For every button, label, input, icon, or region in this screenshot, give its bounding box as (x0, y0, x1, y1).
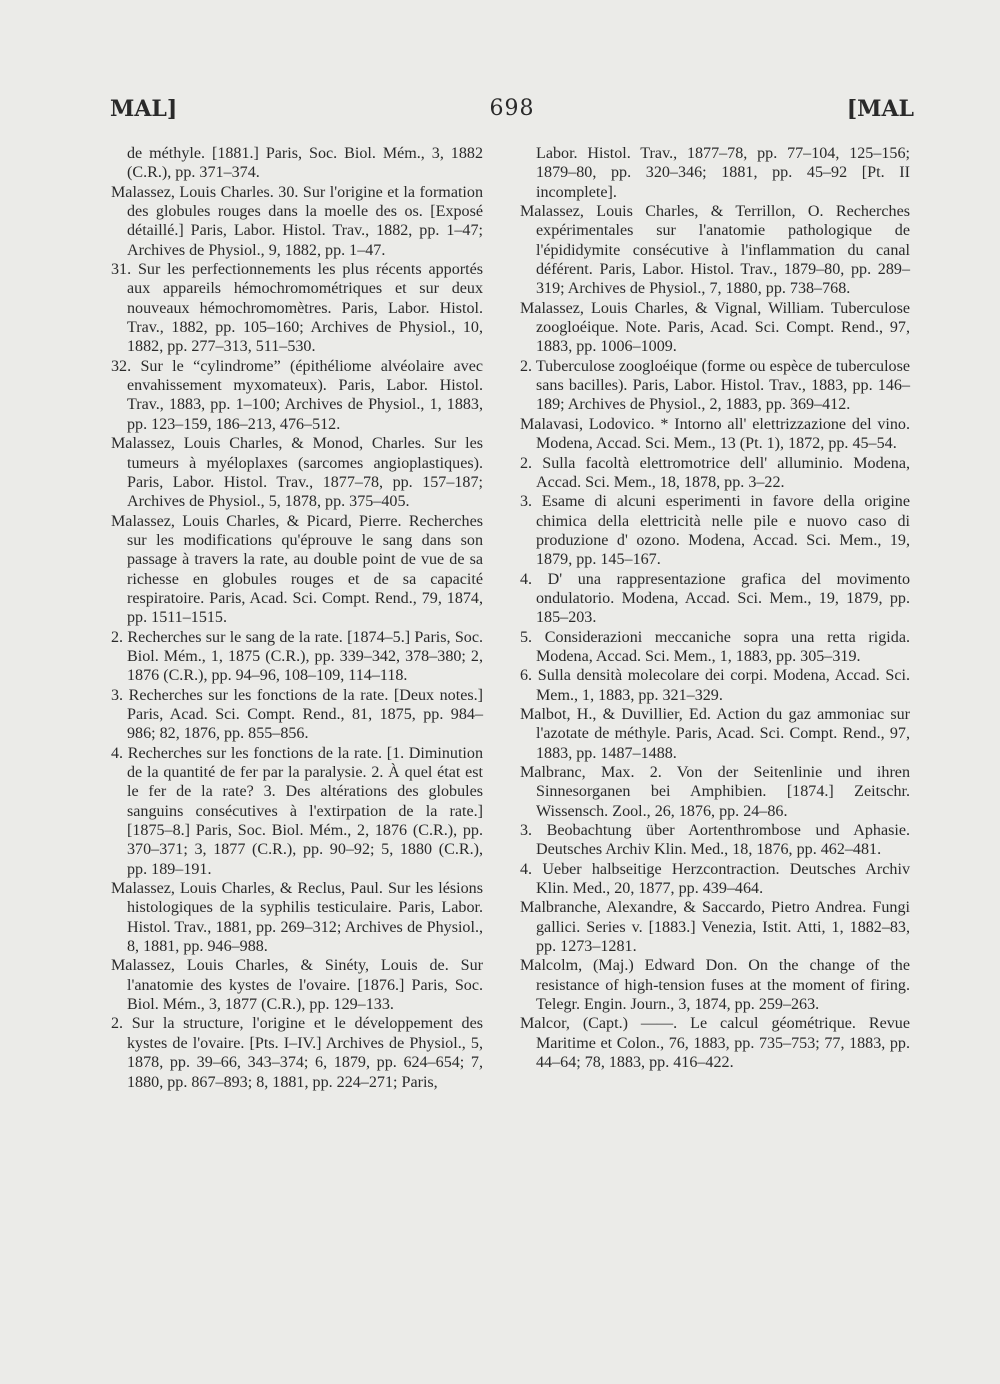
bibliography-entry: 6. Sulla densità molecolare dei corpi. Modena, Accad. Sci. Mem., 1, 1883, pp. 321–329. (520, 667, 910, 704)
bibliography-entry: Malassez, Louis Charles. 30. Sur l'origine et la formation des globules rouges dans la moelle des os. [Exposé détaillé.] Paris, Labor. Histol. Trav., 1882, pp. 1–47; Archives de Physiol., 9, 1882, pp. 1–47. (111, 183, 483, 259)
bibliography-entry: 32. Sur le “cylindrome” (épithéliome alvéolaire avec envahissement myxomateux). Paris, Labor. Histol. Trav., 1883, pp. 1–100; Archives de Physiol., 1, 1883, pp. 123–159, 186–213, 476–512. (111, 357, 483, 433)
bibliography-entry: Malbranc, Max. 2. Von der Seitenlinie und ihren Sinnesorganen bei Amphibien. [1874.] Zeitschr. Wissensch. Zool., 26, 1876, pp. 24–86. (520, 764, 910, 820)
bibliography-entry: Malcolm, (Maj.) Edward Don. On the change of the resistance of high-tension fuses at the moment of firing. Telegr. Engin. Journ., 3, 1874, pp. 259–263. (520, 957, 910, 1014)
bibliography-entry: 4. D' una rappresentazione grafica del movimento ondulatorio. Modena, Accad. Sci. Mem., 19, 1879, pp. 185–203. (520, 570, 910, 627)
bibliography-entry: 2. Sulla facoltà elettromotrice dell' alluminio. Modena, Accad. Sci. Mem., 18, 1878, pp. 3–22. (520, 454, 910, 491)
bibliography-entry: 4. Recherches sur les fonctions de la rate. [1. Diminution de la quantité de fer par la paralysie. 2. À quel état est le fer de la rate? 3. Des altérations des globules sanguins consécutives à l'extirpation de la rate.] [1875–8.] Paris, Soc. Biol. Mém., 2, 1876 (C.R.), pp. 370–371; 3, 1877 (C.R.), pp. 90–92; 5, 1880 (C.R.), pp. 189–191. (111, 744, 483, 878)
left-column (111, 144, 483, 1092)
bibliography-entry: Malassez, Louis Charles, & Reclus, Paul. Sur les lésions histologiques de la syphilis testiculaire. Paris, Labor. Histol. Trav., 1881, pp. 269–312; Archives de Physiol., 8, 1881, pp. 946–988. (111, 880, 483, 956)
bibliography-entry: Malassez, Louis Charles, & Picard, Pierre. Recherches sur les modifications qu'éprouve le sang dans son passage à travers la rate, au double point de vue de sa richesse en globules rouges et de sa capacité respiratoire. Paris, Acad. Sci. Compt. Rend., 79, 1874, pp. 1511–1515. (111, 512, 483, 627)
bibliography-entry: Malassez, Louis Charles, & Sinéty, Louis de. Sur l'anatomie des kystes de l'ovaire. [1876.] Paris, Soc. Biol. Mém., 3, 1877 (C.R.), pp. 129–133. (111, 957, 483, 1014)
bibliography-entry: 3. Beobachtung über Aortenthrombose und Aphasie. Deutsches Archiv Klin. Med., 18, 1876, pp. 462–481. (520, 822, 910, 859)
header-left: MAL] (110, 96, 178, 122)
bibliography-entry: 2. Sur la structure, l'origine et le développement des kystes de l'ovaire. [Pts. I–IV.] Archives de Physiol., 5, 1878, pp. 39–66, 343–374; 6, 1879, pp. 624–654; 7, 1880, pp. 867–893; 8, 1881, pp. 224–271; Paris, (111, 1015, 483, 1091)
bibliography-entry: Malassez, Louis Charles, & Vignal, William. Tuberculose zoogloéique. Note. Paris, Acad. Sci. Compt. Rend., 97, 1883, pp. 1006–1009. (520, 299, 910, 356)
bibliography-entry: Malassez, Louis Charles, & Monod, Charles. Sur les tumeurs à myéloplaxes (sarcomes angioplastiques). Paris, Labor. Histol. Trav., 1877–78, pp. 157–187; Archives de Physiol., 5, 1878, pp. 375–405. (111, 435, 483, 511)
bibliography-entry: 5. Considerazioni meccaniche sopra una retta rigida. Modena, Accad. Sci. Mem., 1, 1883, pp. 305–319. (520, 628, 910, 665)
page-number: 698 (489, 96, 535, 121)
bibliography-entry: Malcor, (Capt.) ——. Le calcul géométrique. Revue Maritime et Colon., 76, 1883, pp. 735–753; 77, 1883, pp. 44–64; 78, 1883, pp. 416–422. (520, 1015, 910, 1072)
header-right: [MAL (846, 96, 914, 122)
entry-continuation: Labor. Histol. Trav., 1877–78, pp. 77–104, 125–156; 1879–80, pp. 320–346; 1881, pp. 45–92 [Pt. II incomplete]. (536, 145, 910, 201)
right-column (520, 144, 910, 1073)
bibliography-entry: Malbranche, Alexandre, & Saccardo, Pietro Andrea. Fungi gallici. Series v. [1883.] Venezia, Istit. Atti, 1, 1882–83, pp. 1273–1281. (520, 899, 910, 956)
bibliography-entry: 31. Sur les perfectionnements les plus récents apportés aux appareils hémochromométriques et sur deux nouveaux hémochromomètres. Paris, Labor. Histol. Trav., 1882, pp. 105–160; Archives de Physiol., 10, 1882, pp. 277–313, 511–530. (111, 261, 483, 356)
bibliography-entry: 3. Esame di alcuni esperimenti in favore della origine chimica della elettricità nelle pile e nuovo caso di produzione d' ozono. Modena, Accad. Sci. Mem., 19, 1879, pp. 145–167. (520, 493, 910, 569)
bibliography-entry: 2. Tuberculose zoogloéique (forme ou espèce de tuberculose sans bacilles). Paris, Labor. Histol. Trav., 1883, pp. 146–189; Archives de Physiol., 2, 1883, pp. 369–412. (520, 357, 910, 414)
bibliography-entry: 2. Recherches sur le sang de la rate. [1874–5.] Paris, Soc. Biol. Mém., 1, 1875 (C.R.), pp. 339–342, 378–380; 2, 1876 (C.R.), pp. 94–96, 108–109, 114–118. (111, 628, 483, 685)
running-header (110, 96, 914, 130)
bibliography-entry: 4. Ueber halbseitige Herzcontraction. Deutsches Archiv Klin. Med., 20, 1877, pp. 439–464. (520, 860, 910, 898)
bibliography-entry: Malassez, Louis Charles, & Terrillon, O. Recherches expérimentales sur l'anatomie pathologique de l'épididymite consécutive à l'inflammation du canal déférent. Paris, Labor. Histol. Trav., 1879–80, pp. 289–319; Archives de Physiol., 7, 1880, pp. 738–768. (520, 203, 910, 298)
entry-continuation: de méthyle. [1881.] Paris, Soc. Biol. Mém., 3, 1882 (C.R.), pp. 371–374. (127, 145, 483, 182)
bibliography-entry: Malbot, H., & Duvillier, Ed. Action du gaz ammoniac sur l'azotate de méthyle. Paris, Acad. Sci. Compt. Rend., 97, 1883, pp. 1487–1488. (520, 705, 910, 762)
bibliography-entry: 3. Recherches sur les fonctions de la rate. [Deux notes.] Paris, Acad. Sci. Compt. Rend., 81, 1875, pp. 984–986; 82, 1876, pp. 855–856. (111, 686, 483, 743)
bibliography-entry: Malavasi, Lodovico. * Intorno all' elettrizzazione del vino. Modena, Accad. Sci. Mem., 13 (Pt. 1), 1872, pp. 45–54. (520, 415, 910, 453)
